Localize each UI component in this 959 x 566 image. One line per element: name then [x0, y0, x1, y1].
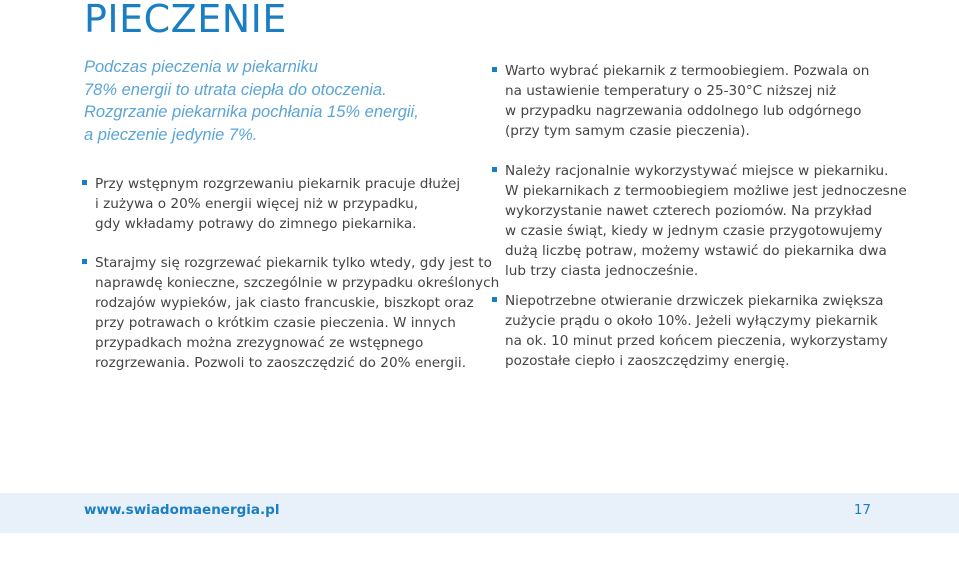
bullet-preheating-cost — [95, 174, 460, 234]
website-link[interactable]: www.swiadomaenergia.pl — [84, 502, 280, 518]
bullet-line: Należy racjonalnie wykorzystywać miejsce w piekarniku. — [505, 163, 889, 179]
intro-line: Podczas pieczenia w piekarniku — [84, 58, 318, 76]
bullet-line: naprawdę konieczne, szczególnie w przypadku określonych — [95, 275, 500, 291]
bullet-line: lub trzy ciasta jednocześnie. — [505, 263, 699, 279]
intro-line: a pieczenie jedynie 7%. — [84, 125, 258, 144]
bullet-line: Starajmy się rozgrzewać piekarnik tylko wtedy, gdy jest to — [95, 255, 492, 271]
bullet-preheat-only-when-needed — [95, 253, 499, 373]
bullet-line: na ustawienie temperatury o 25-30°C niższej niż — [505, 83, 837, 99]
bullet-line: Niepotrzebne otwieranie drzwiczek piekarnika zwiększa — [505, 293, 884, 309]
bullet-line: (przy tym samym czasie pieczenia). — [505, 123, 750, 139]
bullet-line: W piekarnikach z termoobiegiem możliwe jest jednoczesne — [505, 183, 907, 199]
page-footer — [0, 493, 959, 533]
bullet-line: gdy wkładamy potrawy do zimnego piekarnika. — [95, 216, 417, 232]
bullet-line: wykorzystanie nawet czterech poziomów. Na przykład — [505, 203, 873, 219]
page-title: PIECZENIE — [84, 0, 287, 41]
bullet-convection-oven — [505, 61, 869, 141]
bullet-line: przy potrawach o krótkim czasie pieczenia. W innych — [95, 315, 456, 331]
bullet-line: dużą liczbę potraw, możemy wstawić do piekarnika dwa — [505, 243, 887, 259]
bullet-square-icon — [492, 167, 497, 172]
bullet-door-opening — [505, 291, 888, 371]
bullet-line: w czasie świąt, kiedy w jednym czasie przygotowujemy — [505, 223, 883, 239]
bullet-line: przypadkach można zrezygnować ze wstępnego — [95, 335, 424, 351]
bullet-line: na ok. 10 minut przed końcem pieczenia, wykorzystamy — [505, 333, 888, 349]
bullet-square-icon — [82, 259, 87, 264]
bullet-line: zużycie prądu o około 10%. Jeżeli wyłączymy piekarnik — [505, 313, 878, 329]
bullet-line: i zużywa o 20% energii więcej niż w przypadku, — [95, 196, 419, 212]
page-number: 17 — [853, 502, 871, 518]
bullet-line: Warto wybrać piekarnik z termoobiegiem. Pozwala on — [505, 63, 870, 79]
bullet-line: rozgrzewania. Pozwoli to zaoszczędzić do 20% energii. — [95, 355, 467, 371]
intro-line: 78% energii to utrata ciepła do otoczenia. — [84, 80, 387, 99]
bullet-square-icon — [492, 297, 497, 302]
bullet-line: w przypadku nagrzewania oddolnego lub odgórnego — [505, 103, 862, 119]
bullet-line: rodzajów wypieków, jak ciasto francuskie, biszkopt oraz — [95, 295, 474, 311]
bullet-square-icon — [492, 67, 497, 72]
bullet-square-icon — [82, 180, 87, 185]
bullet-line: pozostałe ciepło i zaoszczędzimy energię. — [505, 353, 790, 369]
intro-line: Rozgrzanie piekarnika pochłania 15% energii, — [84, 103, 419, 121]
bullet-line: Przy wstępnym rozgrzewaniu piekarnik pracuje dłużej — [95, 176, 461, 192]
intro-paragraph — [84, 56, 464, 146]
bullet-use-oven-space — [505, 161, 907, 281]
